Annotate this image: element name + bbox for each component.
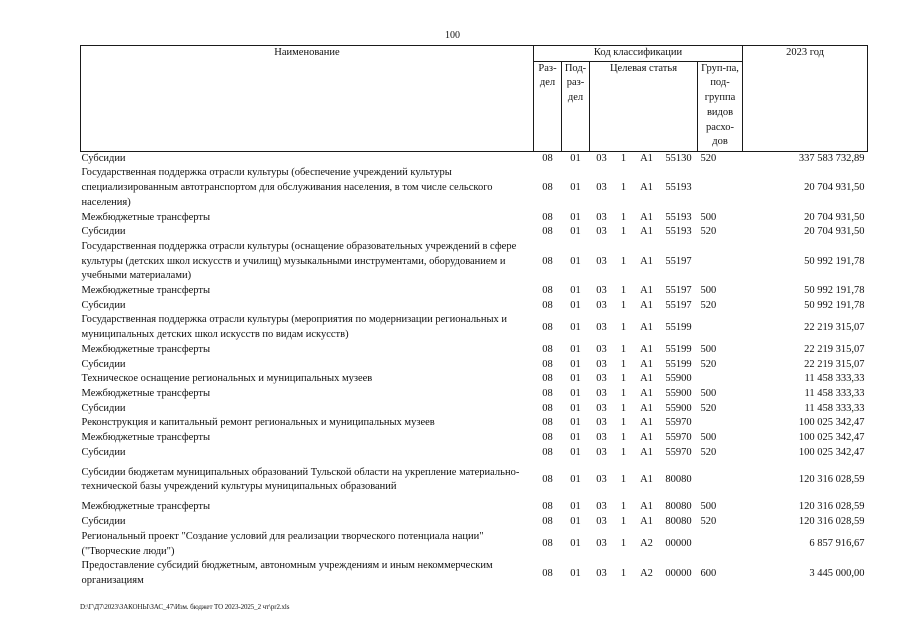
row-section: 08 <box>542 567 553 579</box>
table-row <box>81 151 868 166</box>
row-target-2: 1 <box>620 516 627 528</box>
row-target-2: 1 <box>620 474 627 486</box>
row-target-1: 03 <box>596 299 607 311</box>
row-section: 08 <box>542 516 553 528</box>
budget-table <box>80 45 868 589</box>
row-amount: 11 458 333,33 <box>804 373 865 385</box>
row-target-3: A1 <box>640 358 653 370</box>
row-target-2: 1 <box>620 321 627 333</box>
row-section: 08 <box>542 299 553 311</box>
row-expense-group: 600 <box>700 567 717 579</box>
header-section-label: Раз-дел <box>538 62 557 89</box>
row-target-1: 03 <box>596 417 607 429</box>
row-target-4: 55900 <box>665 387 692 399</box>
row-target-3: A2 <box>640 567 653 579</box>
row-target-4: 55193 <box>665 211 692 223</box>
row-expense-group: 500 <box>700 285 717 297</box>
row-target-4: 00000 <box>665 538 692 550</box>
row-name: Субсидии <box>81 226 126 238</box>
row-section: 08 <box>542 373 553 385</box>
table-row <box>81 416 868 431</box>
row-expense-group: 520 <box>700 402 717 414</box>
row-name: Субсидии <box>81 152 126 164</box>
row-name: Межбюджетные трансферты <box>81 387 211 399</box>
row-target-4: 55197 <box>665 255 692 267</box>
row-target-1: 03 <box>596 538 607 550</box>
table-row <box>81 225 868 240</box>
header-year: 2023 год <box>743 46 868 152</box>
row-name: Государственная поддержка отрасли культуры (мероприятия по модернизации региональных и муниципальных детских школ искусств по видам искусств) <box>81 314 508 341</box>
header-subsection <box>562 61 590 151</box>
row-subsection: 01 <box>570 182 581 194</box>
row-target-4: 55130 <box>665 152 692 164</box>
table-row <box>81 211 868 226</box>
table-row <box>81 446 868 461</box>
table-row <box>81 372 868 387</box>
table-row <box>81 240 868 284</box>
row-subsection: 01 <box>570 516 581 528</box>
row-target-2: 1 <box>620 567 627 579</box>
row-name: Межбюджетные трансферты <box>81 432 211 444</box>
row-section: 08 <box>542 343 553 355</box>
row-target-1: 03 <box>596 474 607 486</box>
row-amount: 100 025 342,47 <box>798 432 865 444</box>
row-target-3: A1 <box>640 417 653 429</box>
row-target-1: 03 <box>596 432 607 444</box>
row-amount: 100 025 342,47 <box>798 417 865 429</box>
row-target-3: A1 <box>640 226 653 238</box>
row-amount: 120 316 028,59 <box>798 516 865 528</box>
row-target-3: A1 <box>640 321 653 333</box>
row-section: 08 <box>542 538 553 550</box>
row-subsection: 01 <box>570 255 581 267</box>
table-body <box>81 151 868 588</box>
row-name: Государственная поддержка отрасли культуры (оснащение образовательных учреждений в сфере культуры (детских школ искусств и училищ) музыкальными инструментами, оборудованием и учебными материалами) <box>81 240 517 282</box>
row-subsection: 01 <box>570 152 581 164</box>
header-target: Целевая статья <box>590 61 698 151</box>
row-target-4: 55193 <box>665 226 692 238</box>
row-section: 08 <box>542 285 553 297</box>
table-row <box>81 166 868 210</box>
header-expense-group-label: Груп-па, под-группа видов расхо-дов <box>701 62 739 148</box>
row-section: 08 <box>542 417 553 429</box>
row-subsection: 01 <box>570 446 581 458</box>
row-expense-group <box>698 416 743 431</box>
row-target-2: 1 <box>620 343 627 355</box>
row-section: 08 <box>542 226 553 238</box>
row-expense-group: 520 <box>700 516 717 528</box>
row-subsection: 01 <box>570 432 581 444</box>
row-target-1: 03 <box>596 285 607 297</box>
row-subsection: 01 <box>570 402 581 414</box>
row-amount: 100 025 342,47 <box>798 446 865 458</box>
row-target-4: 55970 <box>665 417 692 429</box>
row-target-3: A1 <box>640 501 653 513</box>
row-target-2: 1 <box>620 182 627 194</box>
row-amount: 120 316 028,59 <box>798 501 865 513</box>
row-name: Субсидии бюджетам муниципальных образований Тульской области на укрепление материально-технической базы учреждений культуры муниципальных образований <box>81 466 520 493</box>
row-target-1: 03 <box>596 152 607 164</box>
row-amount: 22 219 315,07 <box>804 358 865 370</box>
header-section <box>534 61 562 151</box>
table-row <box>81 460 868 500</box>
row-name: Техническое оснащение региональных и муниципальных музеев <box>81 373 373 385</box>
row-amount: 20 704 931,50 <box>804 182 865 194</box>
row-target-3: A1 <box>640 285 653 297</box>
row-target-4: 80080 <box>665 474 692 486</box>
row-subsection: 01 <box>570 321 581 333</box>
row-subsection: 01 <box>570 285 581 297</box>
row-subsection: 01 <box>570 373 581 385</box>
row-section: 08 <box>542 387 553 399</box>
row-target-1: 03 <box>596 402 607 414</box>
row-name: Субсидии <box>81 446 126 458</box>
row-expense-group: 500 <box>700 211 717 223</box>
row-expense-group: 520 <box>700 152 717 164</box>
row-target-1: 03 <box>596 373 607 385</box>
header-expense-group <box>698 61 743 151</box>
row-target-2: 1 <box>620 285 627 297</box>
table-row <box>81 431 868 446</box>
row-target-1: 03 <box>596 501 607 513</box>
row-expense-group: 520 <box>700 226 717 238</box>
row-name: Субсидии <box>81 358 126 370</box>
table-row <box>81 299 868 314</box>
row-target-4: 55970 <box>665 432 692 444</box>
row-name: Государственная поддержка отрасли культуры (обеспечение учреждений культуры специализированным автотранспортом для обслуживания населения, в том числе сельского населения) <box>81 167 493 208</box>
table-row <box>81 530 868 559</box>
row-target-2: 1 <box>620 152 627 164</box>
row-target-2: 1 <box>620 255 627 267</box>
table-row <box>81 313 868 342</box>
row-target-2: 1 <box>620 358 627 370</box>
row-name: Межбюджетные трансферты <box>81 501 211 513</box>
row-amount: 22 219 315,07 <box>804 343 865 355</box>
row-target-3: A1 <box>640 373 653 385</box>
row-expense-group: 500 <box>700 343 717 355</box>
row-name: Реконструкция и капитальный ремонт региональных и муниципальных музеев <box>81 417 435 429</box>
row-amount: 6 857 916,67 <box>809 538 865 550</box>
table-row <box>81 402 868 417</box>
row-section: 08 <box>542 182 553 194</box>
row-section: 08 <box>542 474 553 486</box>
row-target-1: 03 <box>596 516 607 528</box>
row-target-1: 03 <box>596 255 607 267</box>
row-target-2: 1 <box>620 226 627 238</box>
row-target-2: 1 <box>620 402 627 414</box>
row-target-2: 1 <box>620 501 627 513</box>
header-subsection-label: Под-раз-дел <box>564 62 587 104</box>
row-target-1: 03 <box>596 358 607 370</box>
table-row <box>81 343 868 358</box>
row-subsection: 01 <box>570 417 581 429</box>
row-expense-group: 500 <box>700 432 717 444</box>
header-code-group: Код классификации <box>534 46 743 62</box>
row-section: 08 <box>542 402 553 414</box>
row-amount: 11 458 333,33 <box>804 402 865 414</box>
row-name: Межбюджетные трансферты <box>81 343 211 355</box>
row-target-3: A1 <box>640 446 653 458</box>
row-subsection: 01 <box>570 474 581 486</box>
row-expense-group <box>698 460 743 500</box>
row-amount: 50 992 191,78 <box>804 255 865 267</box>
row-target-1: 03 <box>596 387 607 399</box>
row-subsection: 01 <box>570 387 581 399</box>
row-amount: 120 316 028,59 <box>798 474 865 486</box>
row-section: 08 <box>542 432 553 444</box>
row-target-2: 1 <box>620 373 627 385</box>
row-target-4: 55197 <box>665 285 692 297</box>
row-expense-group <box>698 530 743 559</box>
row-subsection: 01 <box>570 211 581 223</box>
row-expense-group <box>698 166 743 210</box>
row-subsection: 01 <box>570 501 581 513</box>
table-row <box>81 387 868 402</box>
row-target-4: 55197 <box>665 299 692 311</box>
row-target-4: 55900 <box>665 373 692 385</box>
row-target-4: 55199 <box>665 358 692 370</box>
row-target-3: A1 <box>640 343 653 355</box>
row-target-4: 55900 <box>665 402 692 414</box>
row-amount: 22 219 315,07 <box>804 321 865 333</box>
row-target-2: 1 <box>620 446 627 458</box>
footer-file-path: D:\Г\Д7\2023\ЗАКОНЫ\ЗАС_47\Изм. бюджет ТО 2023-2025_2 чт\pr2.xls <box>80 603 290 611</box>
row-section: 08 <box>542 321 553 333</box>
row-target-4: 55970 <box>665 446 692 458</box>
row-target-4: 00000 <box>665 567 692 579</box>
row-target-3: A1 <box>640 299 653 311</box>
row-target-1: 03 <box>596 446 607 458</box>
row-target-1: 03 <box>596 182 607 194</box>
row-target-3: A1 <box>640 152 653 164</box>
row-subsection: 01 <box>570 343 581 355</box>
row-amount: 3 445 000,00 <box>809 567 865 579</box>
row-section: 08 <box>542 358 553 370</box>
row-expense-group <box>698 372 743 387</box>
row-target-3: A1 <box>640 432 653 444</box>
row-name: Субсидии <box>81 299 126 311</box>
row-target-2: 1 <box>620 211 627 223</box>
row-section: 08 <box>542 152 553 164</box>
row-section: 08 <box>542 501 553 513</box>
row-target-1: 03 <box>596 567 607 579</box>
row-expense-group: 520 <box>700 358 717 370</box>
row-amount: 11 458 333,33 <box>804 387 865 399</box>
row-subsection: 01 <box>570 299 581 311</box>
row-subsection: 01 <box>570 226 581 238</box>
row-amount: 20 704 931,50 <box>804 226 865 238</box>
row-subsection: 01 <box>570 567 581 579</box>
row-amount: 337 583 732,89 <box>798 152 865 164</box>
row-target-2: 1 <box>620 387 627 399</box>
row-target-4: 80080 <box>665 516 692 528</box>
row-target-2: 1 <box>620 417 627 429</box>
row-subsection: 01 <box>570 538 581 550</box>
row-expense-group: 500 <box>700 501 717 513</box>
row-name: Межбюджетные трансферты <box>81 211 211 223</box>
row-name: Субсидии <box>81 516 126 528</box>
row-target-4: 55199 <box>665 321 692 333</box>
row-target-3: A1 <box>640 211 653 223</box>
table-row <box>81 284 868 299</box>
row-section: 08 <box>542 211 553 223</box>
row-expense-group: 520 <box>700 446 717 458</box>
row-amount: 50 992 191,78 <box>804 299 865 311</box>
page-number: 100 <box>445 30 460 41</box>
row-target-1: 03 <box>596 321 607 333</box>
row-target-2: 1 <box>620 432 627 444</box>
row-expense-group: 520 <box>700 299 717 311</box>
row-target-3: A2 <box>640 538 653 550</box>
row-expense-group <box>698 313 743 342</box>
row-name: Межбюджетные трансферты <box>81 285 211 297</box>
row-target-4: 55193 <box>665 182 692 194</box>
row-target-4: 55199 <box>665 343 692 355</box>
row-target-3: A1 <box>640 474 653 486</box>
row-target-3: A1 <box>640 402 653 414</box>
table-row <box>81 515 868 530</box>
row-amount: 50 992 191,78 <box>804 285 865 297</box>
header-name: Наименование <box>81 46 534 152</box>
row-target-3: A1 <box>640 387 653 399</box>
row-name: Региональный проект "Создание условий для реализации творческого потенциала нации" ("Творческие люди") <box>81 530 484 557</box>
row-expense-group: 500 <box>700 387 717 399</box>
row-target-2: 1 <box>620 299 627 311</box>
row-section: 08 <box>542 446 553 458</box>
row-subsection: 01 <box>570 358 581 370</box>
row-target-3: A1 <box>640 516 653 528</box>
row-name: Субсидии <box>81 402 126 414</box>
row-section: 08 <box>542 255 553 267</box>
row-target-3: A1 <box>640 182 653 194</box>
row-target-2: 1 <box>620 538 627 550</box>
table-row <box>81 500 868 515</box>
row-target-1: 03 <box>596 226 607 238</box>
row-expense-group <box>698 240 743 284</box>
table-row <box>81 358 868 373</box>
row-target-1: 03 <box>596 211 607 223</box>
table-row <box>81 559 868 588</box>
row-target-3: A1 <box>640 255 653 267</box>
row-amount: 20 704 931,50 <box>804 211 865 223</box>
row-name: Предоставление субсидий бюджетным, автономным учреждениям и иным некоммерческим организациям <box>81 560 493 586</box>
row-target-1: 03 <box>596 343 607 355</box>
row-target-4: 80080 <box>665 501 692 513</box>
